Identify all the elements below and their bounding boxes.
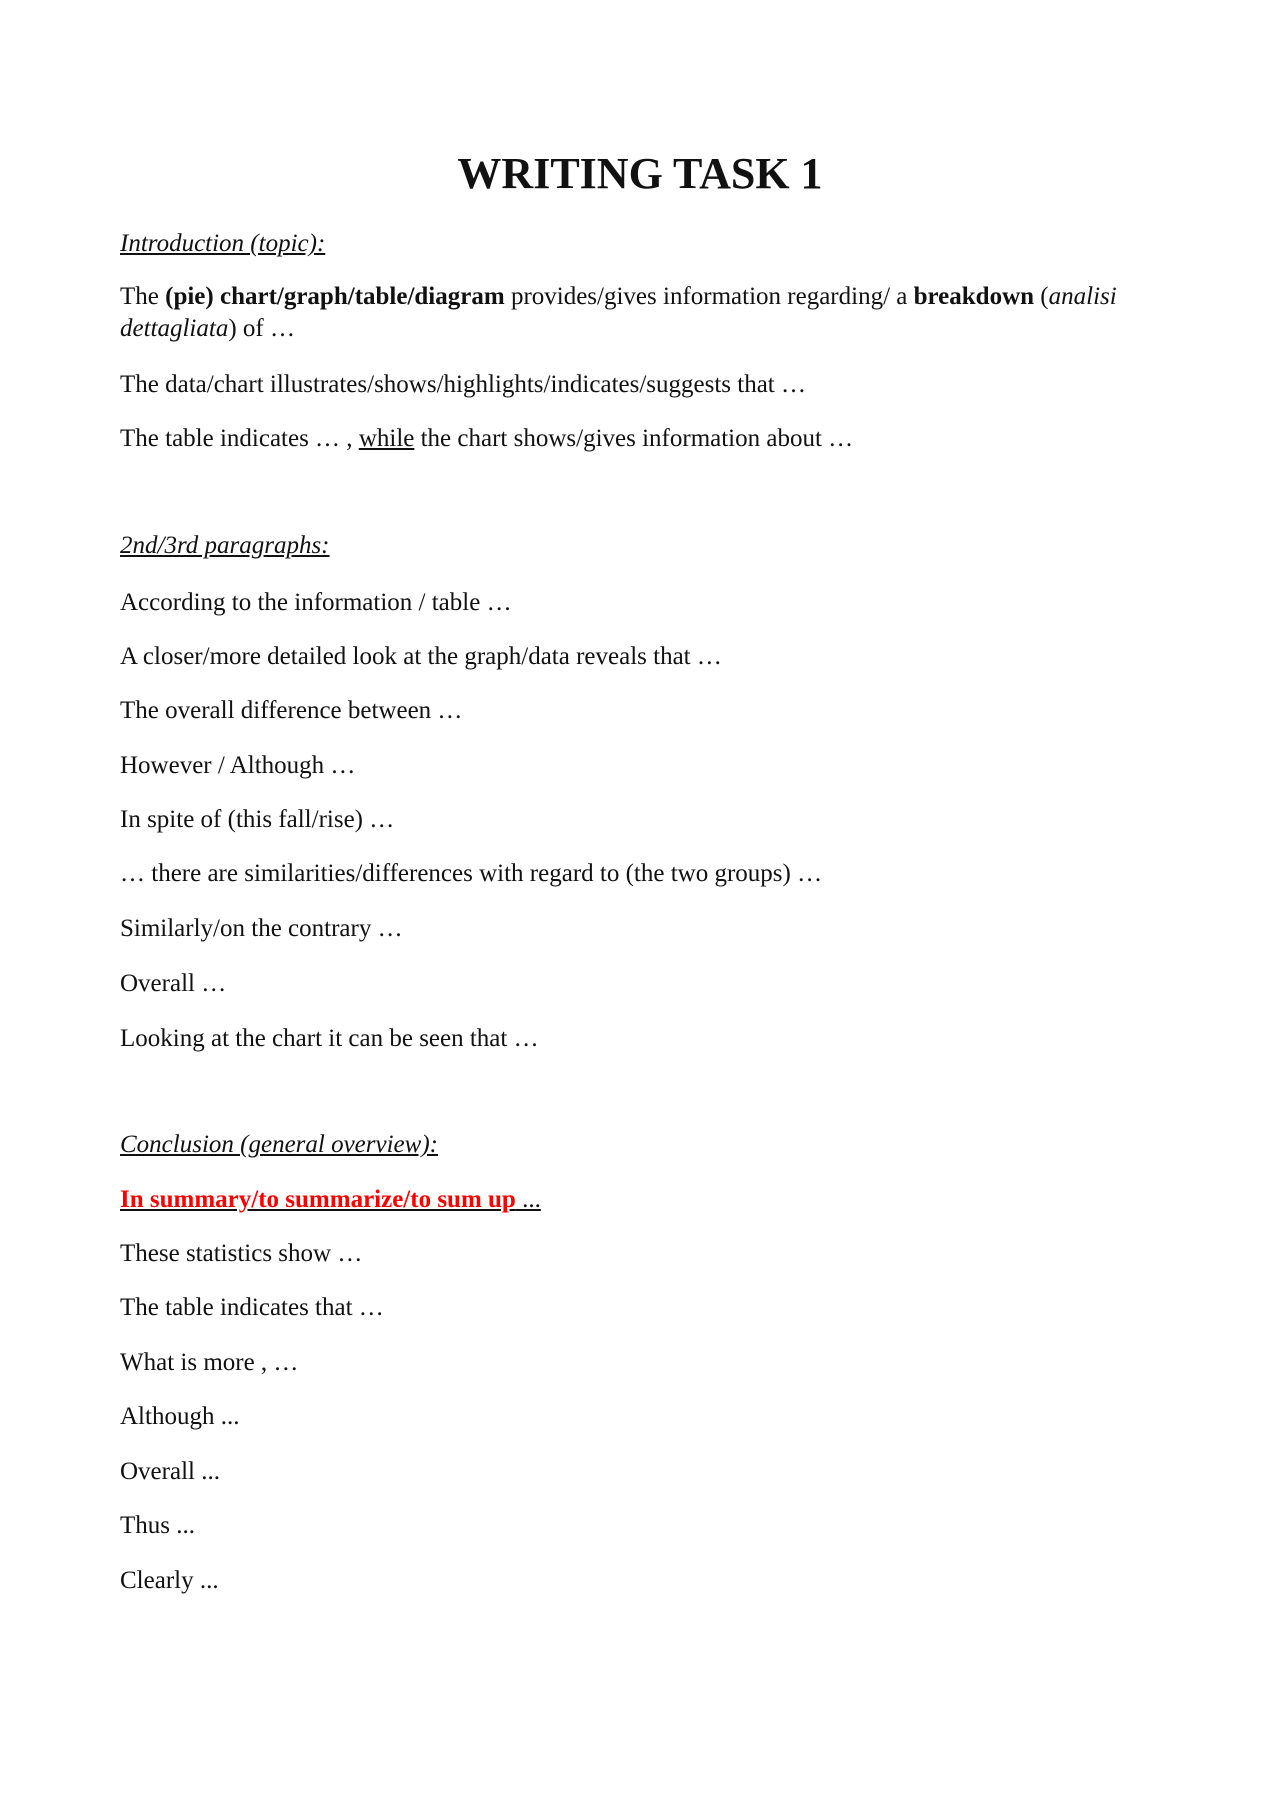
intro-line-3 [120, 423, 853, 455]
conclusion-phrase: What is more , … [120, 1349, 299, 1376]
conclusion-heading: Conclusion (general overview): [120, 1131, 438, 1158]
intro-line-3-text-a: The table indicates … , [120, 425, 359, 452]
conclusion-phrase: The table indicates that … [120, 1294, 384, 1321]
intro-line-1-text-d: ) of … [228, 315, 295, 342]
intro-line-1 [120, 281, 1165, 345]
intro-line-3-text-b: the chart shows/gives information about … [414, 425, 854, 452]
body-phrase: A closer/more detailed look at the graph/data reveals that … [120, 643, 722, 670]
intro-line-1-text-b: provides/gives information regarding/ a [504, 283, 914, 310]
body-phrase: Overall … [120, 970, 227, 997]
intro-line-1-italic-translation: analisi dettagliata [120, 283, 1117, 342]
conclusion-phrase: Clearly ... [120, 1567, 219, 1594]
conclusion-highlight [120, 1184, 541, 1216]
body-phrase: Similarly/on the contrary … [120, 915, 403, 942]
intro-line-1-bold-chart: (pie) chart/graph/table/diagram [165, 283, 505, 310]
conclusion-highlight-dots: ... [515, 1186, 541, 1213]
conclusion-phrase: Although ... [120, 1403, 240, 1430]
body-heading: 2nd/3rd paragraphs: [120, 532, 330, 559]
body-phrase: … there are similarities/differences with regard to (the two groups) … [120, 860, 823, 887]
intro-line-2: The data/chart illustrates/shows/highlights/indicates/suggests that … [120, 371, 806, 398]
intro-line-1-text-a: The [120, 283, 166, 310]
intro-line-1-bold-breakdown: breakdown [913, 283, 1035, 310]
intro-heading: Introduction (topic): [120, 230, 326, 257]
intro-line-3-underlined-while: while [358, 425, 415, 452]
body-phrase: Looking at the chart it can be seen that … [120, 1025, 539, 1052]
conclusion-phrase: These statistics show … [120, 1240, 363, 1267]
body-phrase: The overall difference between … [120, 697, 463, 724]
conclusion-phrase: Overall ... [120, 1458, 220, 1485]
conclusion-highlight-text: In summary/to summarize/to sum up [120, 1186, 516, 1213]
intro-line-1-text-c: ( [1034, 283, 1049, 310]
body-phrase: In spite of (this fall/rise) … [120, 806, 395, 833]
page-title: WRITING TASK 1 [457, 149, 823, 198]
body-phrase: However / Although … [120, 752, 356, 779]
conclusion-phrase: Thus ... [120, 1512, 195, 1539]
body-phrase: According to the information / table … [120, 589, 512, 616]
